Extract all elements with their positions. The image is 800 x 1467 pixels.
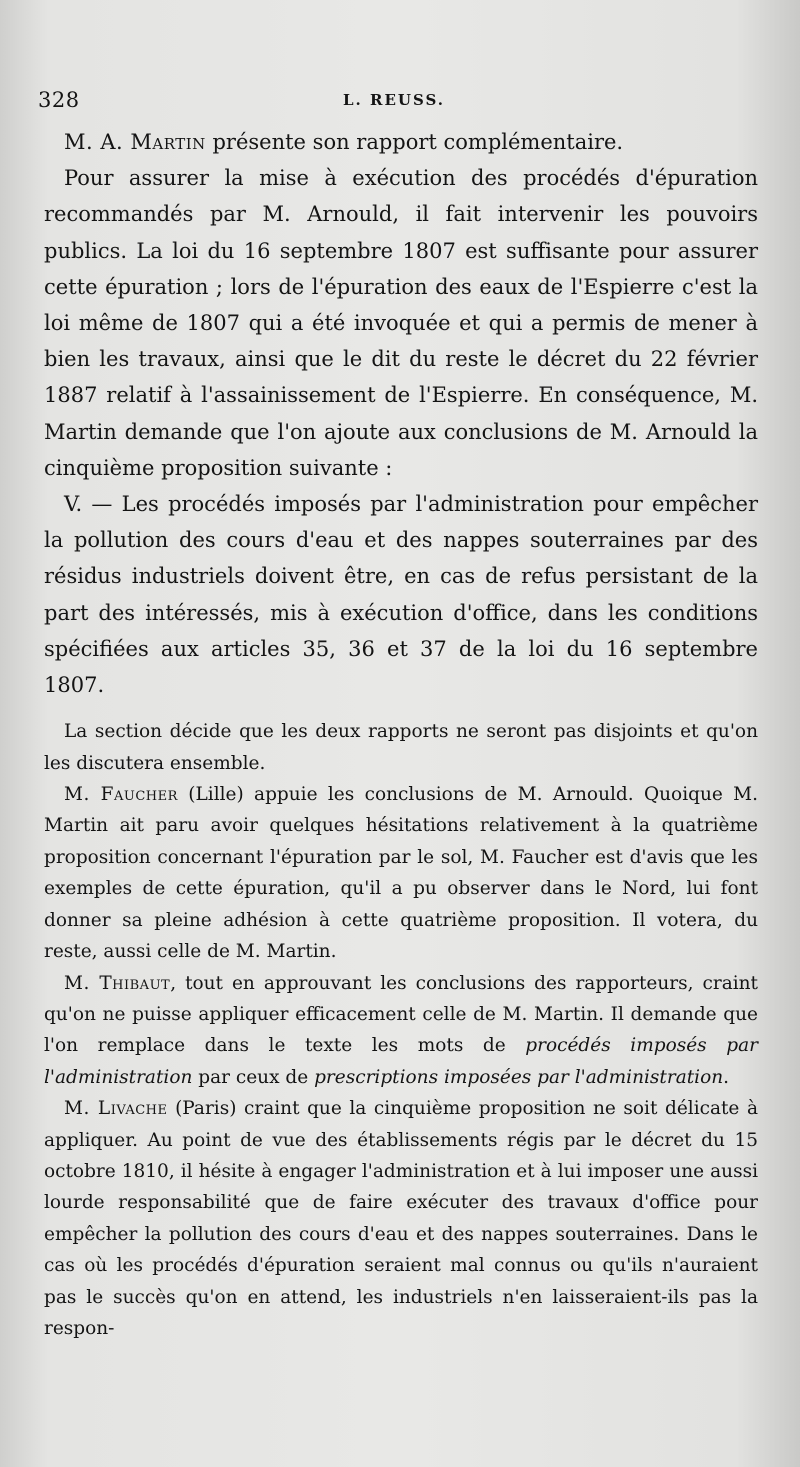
section-decision: La section décide que les deux rapports ne seront pas disjoints et qu'on les discutera ensemble. [44, 721, 758, 774]
thibaut-paragraph [44, 968, 758, 1094]
thibaut-text-middle: par ceux de [198, 1066, 309, 1088]
fifth-proposition: V. — Les procédés imposés par l'administration pour empêcher la pollution des cours d'eau et des nappes souterraines par des résidus industriels doivent être, en cas de refus persistant de la part des intéressés, mis à exécution d'office, dans les conditions spécifiées aux articles 35, 36 et 37 de la loi du 16 septembre 1807. [44, 492, 758, 698]
martin-report-paragraph: Pour assurer la mise à exécution des procédés d'épuration recommandés par M. Arnould, il fait intervenir les pouvoirs publics. La loi du 16 septembre 1807 est suffisante pour assurer cette épuration ; lors de l'épuration des eaux de l'Espierre c'est la loi même de 1807 qui a été invoquée et qui a permis de mener à bien les travaux, ainsi que le dit du reste le décret du 22 février 1887 relatif à l'assainissement de l'Espierre. En conséquence, M. Martin demande que l'on ajoute aux conclusions de M. Arnould la cinquième proposition suivante : [44, 166, 758, 480]
speaker-thibaut: M. Thibaut [64, 972, 171, 994]
thibaut-text-after: . [723, 1066, 730, 1088]
faucher-paragraph [44, 779, 758, 967]
speaker-livache: M. Livache [64, 1098, 168, 1120]
speaker-martin: M. A. Martin [64, 130, 206, 154]
page-body [44, 124, 758, 1344]
page-header [38, 88, 758, 118]
thibaut-italic-prescriptions: prescriptions imposées par l'administration [314, 1066, 724, 1088]
discussion-section [44, 716, 758, 1344]
martin-report-section [44, 124, 758, 703]
livache-paragraph [44, 1093, 758, 1344]
martin-intro-text: présente son rapport complémentaire. [212, 130, 624, 154]
martin-intro-paragraph [44, 124, 758, 160]
running-head: L. REUSS. [343, 91, 445, 109]
thibaut-text-before: , tout en approuvant les conclusions des rapporteurs, craint qu'on ne puisse appliquer efficacement celle de M. Martin. Il demande que l'on remplace dans le texte les mots de [44, 972, 758, 1057]
thibaut-italic-procedes: procédés imposés par l'administration [44, 1035, 758, 1088]
faucher-text: (Lille) appuie les conclusions de M. Arnould. Quoique M. Martin ait paru avoir quelques hésitations relativement à la quatrième proposition concernant l'épuration par le sol, M. Faucher est d'avis que les exemples de cette épuration, qu'il a pu observer dans le Nord, lui font donner sa pleine adhésion à cette quatrième proposition. Il votera, du reste, aussi celle de M. Martin. [44, 784, 758, 963]
livache-text: (Paris) craint que la cinquième proposition ne soit délicate à appliquer. Au point de vue des établissements régis par le décret du 15 octobre 1810, il hésite à engager l'administration et à lui imposer une aussi lourde responsabilité que de faire exécuter des travaux d'office pour empêcher la pollution des cours d'eau et des nappes souterraines. Dans le cas où les procédés d'épuration seraient mal connus ou qu'ils n'auraient pas le succès qu'on en attend, les industriels n'en laisseraient-ils pas la respon- [44, 1098, 758, 1339]
page-number: 328 [38, 88, 80, 112]
speaker-faucher: M. Faucher [64, 784, 178, 806]
